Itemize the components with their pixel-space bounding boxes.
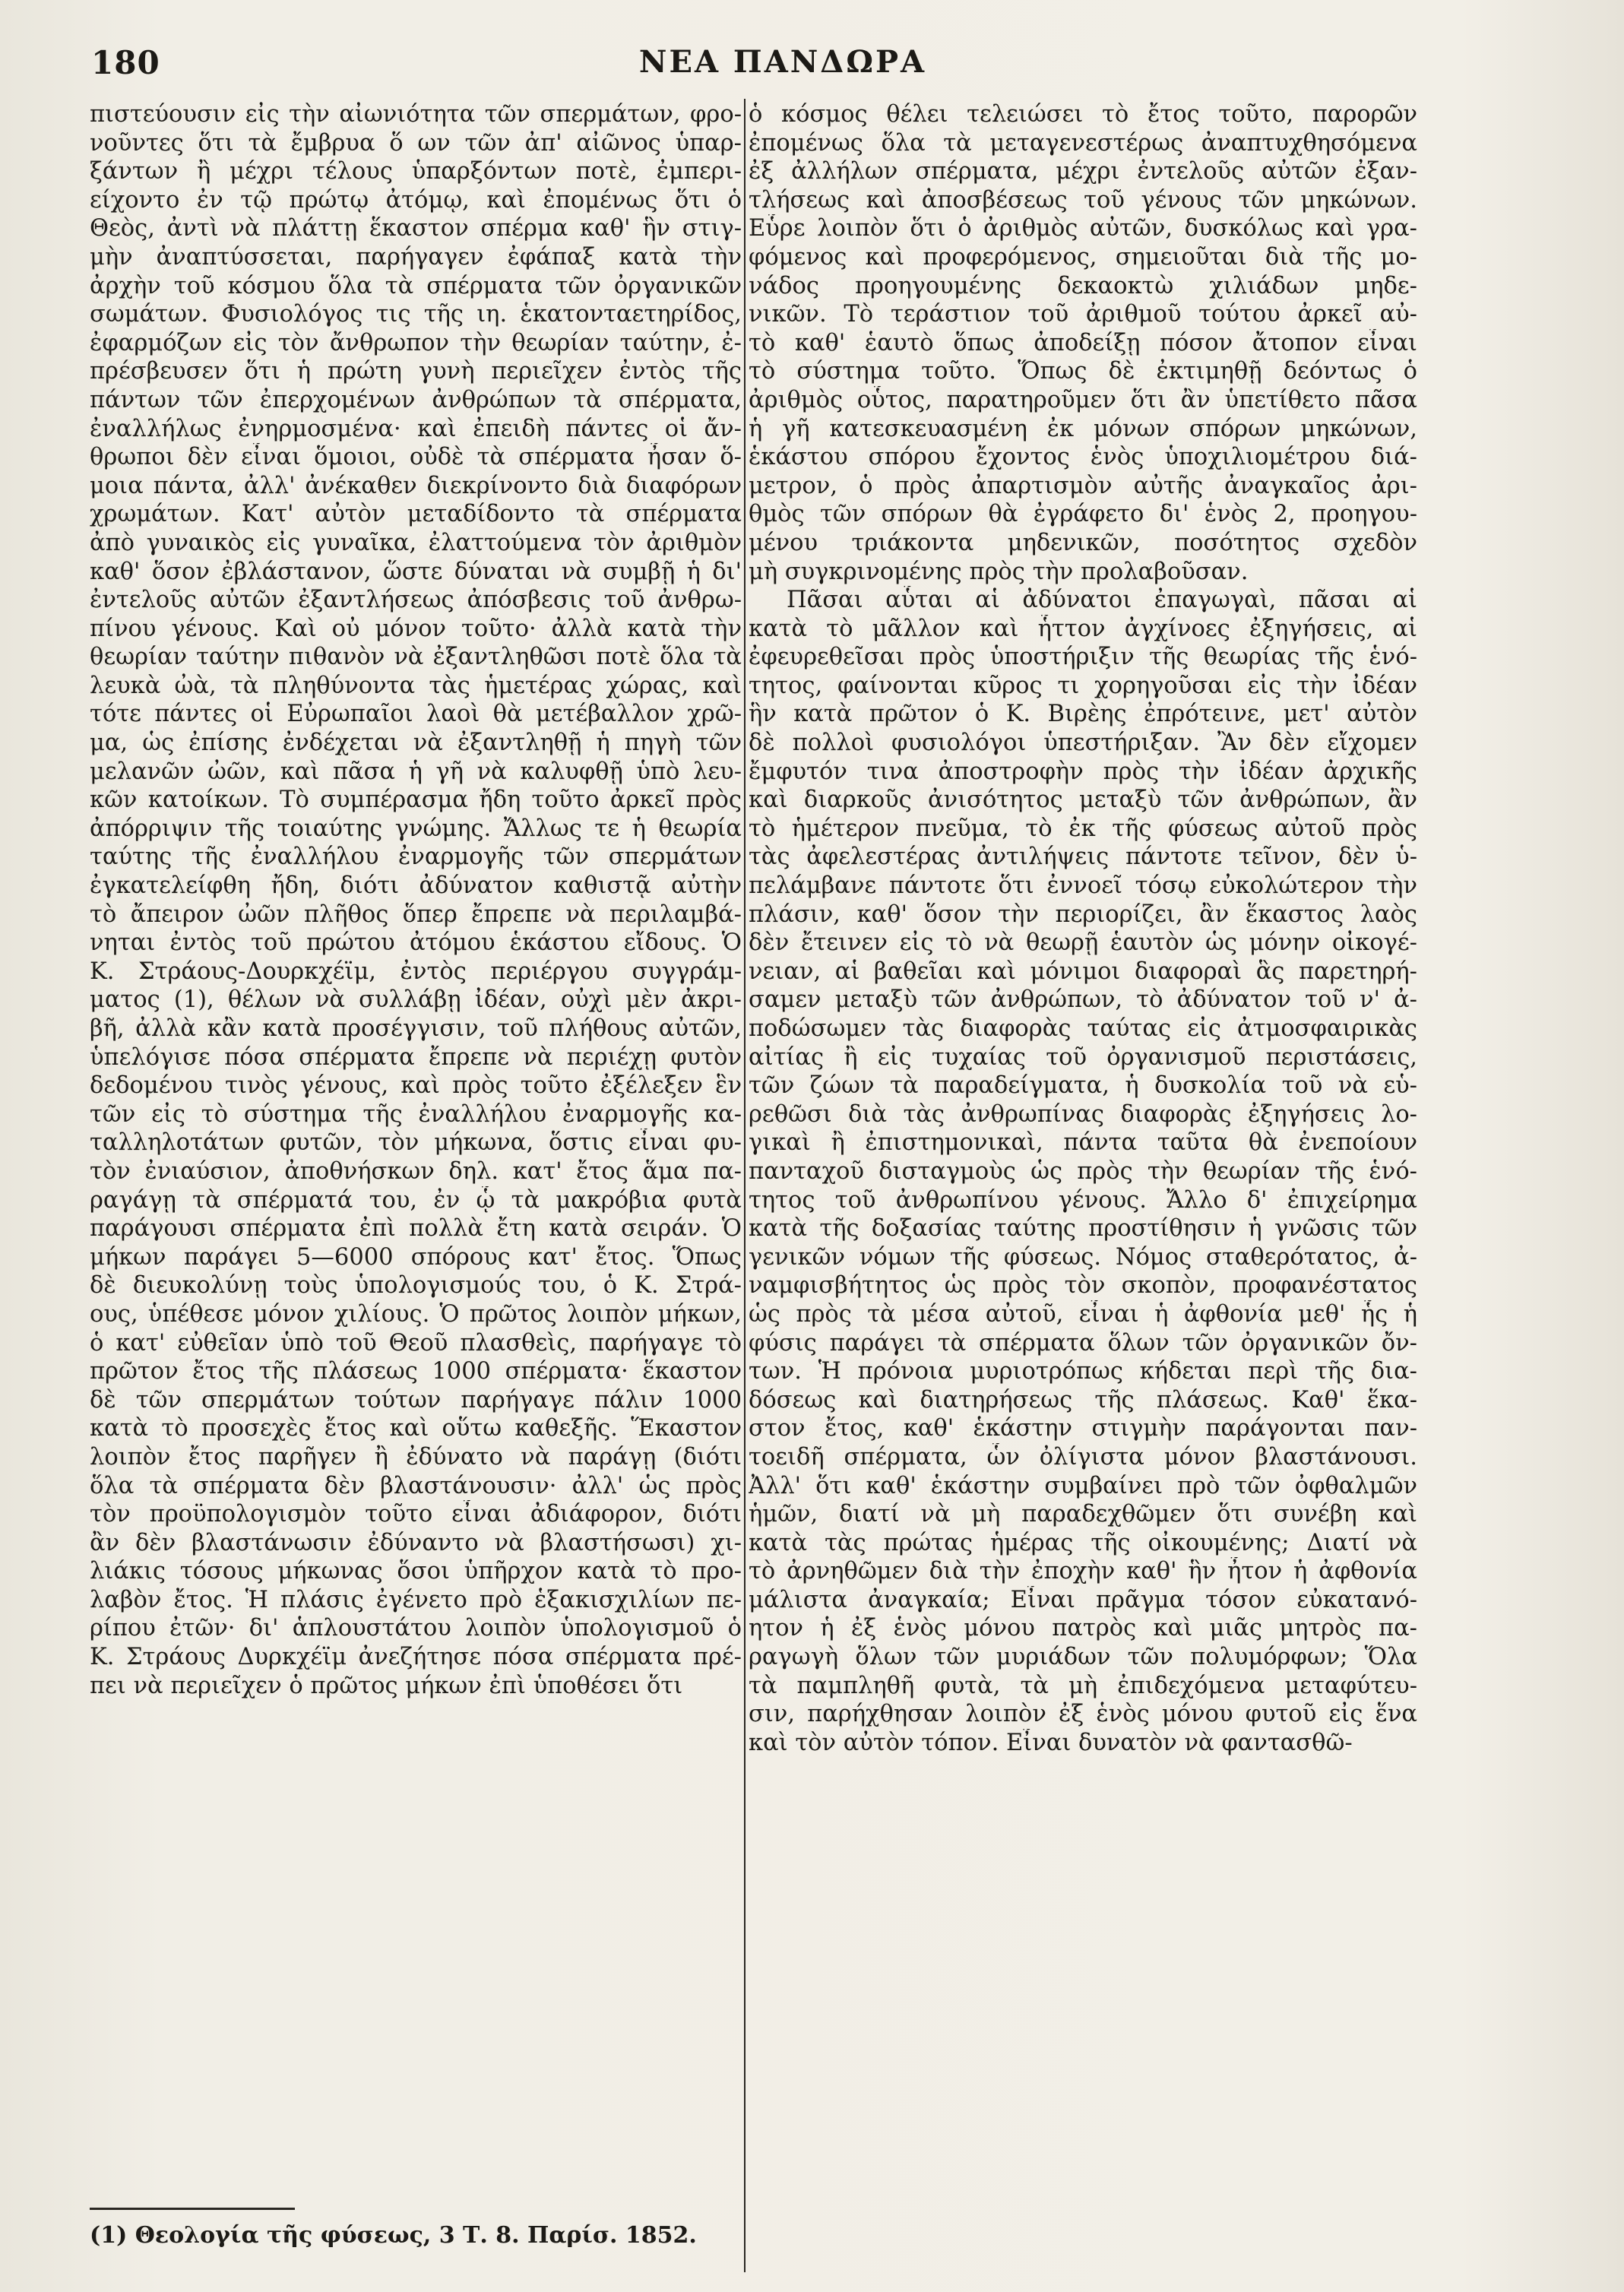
- text-line: λοιπὸν ἔτος παρῆγεν ἢ ἐδύνατο νὰ παράγῃ (διότι: [90, 1443, 742, 1470]
- text-line: παράγουσι σπέρματα ἐπὶ πολλὰ ἔτη κατὰ σειράν. Ὁ: [90, 1215, 742, 1243]
- text-line: καὶ διαρκοῦς ἀνισότητος μεταξὺ τῶν ἀνθρώπων, ἂν: [749, 787, 1417, 814]
- text-line: σαμεν μεταξὺ τῶν ἀνθρώπων, τὸ ἀδύνατον τοῦ ν' ἀ-: [749, 986, 1417, 1014]
- text-line: τότε πάντες οἱ Εὐρωπαῖοι λαοὶ θὰ μετέβαλλον χρῶ-: [90, 701, 742, 728]
- text-line: πάντων τῶν ἐπερχομένων ἀνθρώπων τὰ σπέρματα,: [90, 386, 742, 413]
- text-line: θμὸς τῶν σπόρων θὰ ἐγράφετο δι' ἑνὸς 2, προηγου-: [749, 501, 1417, 528]
- text-line: κῶν κατοίκων. Τὸ συμπέρασμα ἤδη τοῦτο ἀρκεῖ πρὸς: [90, 787, 742, 814]
- text-line: μοια πάντα, ἀλλ' ἀνέκαθεν διεκρίνοντο διὰ διαφόρων: [90, 472, 742, 499]
- text-line: πει νὰ περιεῖχεν ὁ πρῶτος μήκων ἐπὶ ὑποθέσει ὅτι: [90, 1672, 683, 1699]
- text-line: θεωρίαν ταύτην πιθανὸν νὰ ἐξαντληθῶσι ποτὲ ὅλα τὰ: [90, 644, 742, 671]
- text-line: κατὰ τὸ προσεχὲς ἔτος καὶ οὕτω καθεξῆς. Ἕκαστον: [90, 1415, 742, 1442]
- text-line: θρωποι δὲν εἶναι ὅμοιοι, οὐδὲ τὰ σπέρματα ἦσαν ὅ-: [90, 444, 742, 471]
- text-line: λιάκις τόσους μήκωνας ὅσοι ὑπῆρχον κατὰ τὸ προ-: [90, 1558, 742, 1585]
- text-line: ξάντων ἢ μέχρι τέλους ὑπαρξόντων ποτὲ, ἐμπερι-: [90, 158, 742, 185]
- text-line: φόμενος καὶ προφερόμενος, σημειοῦται διὰ τῆς μο-: [749, 243, 1417, 271]
- text-line: ὑπελόγισε πόσα σπέρματα ἔπρεπε νὰ περιέχῃ φυτὸν: [90, 1043, 742, 1071]
- text-line: ους, ὑπέθεσε μόνον χιλίους. Ὁ πρῶτος λοιπὸν μήκων,: [90, 1300, 742, 1328]
- text-line: ἐπομένως ὅλα τὰ μεταγενεστέρως ἀναπτυχθησόμενα: [749, 129, 1417, 157]
- text-line: ἐξ ἀλλήλων σπέρματα, μέχρι ἐντελοῦς αὐτῶν ἐξαν-: [749, 158, 1417, 185]
- text-line: ὡς πρὸς τὰ μέσα αὐτοῦ, εἶναι ἡ ἀφθονία μεθ' ἧς ἡ: [749, 1300, 1417, 1328]
- text-line: μετρον, ὁ πρὸς ἀπαρτισμὸν αὐτῆς ἀναγκαῖος ἀρι-: [749, 472, 1417, 499]
- text-line: Εὗρε λοιπὸν ὅτι ὁ ἀριθμὸς αὐτῶν, δυσκόλως καὶ γρα-: [749, 215, 1417, 242]
- text-line: καὶ τὸν αὐτὸν τόπον. Εἶναι δυνατὸν νὰ φαντασθῶ-: [749, 1729, 1353, 1756]
- text-line: ἀπόρριψιν τῆς τοιαύτης γνώμης. Ἄλλως τε ἡ θεωρία: [90, 815, 742, 842]
- text-line: στον ἔτος, καθ' ἑκάστην στιγμὴν παράγονται παν-: [749, 1415, 1417, 1442]
- text-line: ἀριθμὸς οὗτος, παρατηροῦμεν ὅτι ἂν ὑπετίθετο πᾶσα: [749, 386, 1417, 413]
- text-line: ὁ κόσμος θέλει τελειώσει τὸ ἔτος τοῦτο, παρορῶν: [749, 101, 1417, 128]
- text-line: ραγάγῃ τὰ σπέρματά του, ἐν ᾧ τὰ μακρόβια φυτὰ: [90, 1186, 742, 1214]
- text-line: τὰς ἀφελεστέρας ἀντιλήψεις πάντοτε τεῖνον, δὲν ὑ-: [749, 844, 1417, 871]
- text-line: ρεθῶσι διὰ τὰς ἀνθρωπίνας διαφορὰς ἐξηγήσεις λο-: [749, 1100, 1417, 1128]
- text-line: πλάσιν, καθ' ὅσον τὴν περιορίζει, ἂν ἕκαστος λαὸς: [749, 901, 1417, 928]
- text-line: νικῶν. Τὸ τεράστιον τοῦ ἀριθμοῦ τούτου ἀρκεῖ αὐ-: [749, 301, 1417, 328]
- text-line: ἀπὸ γυναικὸς εἰς γυναῖκα, ἐλαττούμενα τὸν ἀριθμὸν: [90, 529, 742, 556]
- text-line: κατὰ τὸ μᾶλλον καὶ ἧττον ἀγχίνοες ἐξηγήσεις, αἱ: [749, 615, 1417, 642]
- text-line: λαβὸν ἔτος. Ἡ πλάσις ἐγένετο πρὸ ἑξακισχιλίων πε-: [90, 1586, 742, 1613]
- right-column: [749, 100, 1417, 2289]
- text-line: των. Ἡ πρόνοια μυριοτρόπως κήδεται περὶ τῆς δια-: [749, 1358, 1417, 1385]
- text-line: Πᾶσαι αὗται αἱ ἀδύνατοι ἐπαγωγαὶ, πᾶσαι αἱ: [787, 587, 1417, 614]
- text-line: ὁ κατ' εὐθεῖαν ὑπὸ τοῦ Θεοῦ πλασθεὶς, παρήγαγε τὸ: [90, 1329, 742, 1357]
- text-line: καθ' ὅσον ἐβλάστανον, ὥστε δύναται νὰ συμβῇ ἡ δι': [90, 558, 742, 585]
- text-line: δὲν ἔτεινεν εἰς τὸ νὰ θεωρῇ ἑαυτὸν ὡς μόνην οἰκογέ-: [749, 929, 1417, 957]
- text-line: ἐγκατελείφθη ἤδη, διότι ἀδύνατον καθιστᾷ αὐτὴν: [90, 872, 742, 900]
- text-line: φύσις παράγει τὰ σπέρματα ὅλων τῶν ὀργανικῶν ὄν-: [749, 1329, 1417, 1357]
- text-line: τῶν εἰς τὸ σύστημα τῆς ἐναλλήλου ἐναρμογῆς κα-: [90, 1100, 742, 1128]
- text-line: τοειδῆ σπέρματα, ὧν ὀλίγιστα μόνον βλαστάνουσι.: [749, 1443, 1417, 1470]
- text-line: νάδος προηγουμένης δεκαοκτὼ χιλιάδων μηδε-: [749, 272, 1417, 299]
- text-line: τῶν ζώων τὰ παραδείγματα, ἡ δυσκολία τοῦ νὰ εὑ-: [749, 1072, 1417, 1100]
- text-line: τὸ καθ' ἑαυτὸ ὅπως ἀποδείξῃ πόσον ἄτοπον εἶναι: [749, 329, 1417, 356]
- text-line: ἣν κατὰ πρῶτον ὁ Κ. Βιρὲης ἐπρότεινε, μετ' αὐτὸν: [749, 701, 1417, 728]
- text-line: μήκων παράγει 5—6000 σπόρους κατ' ἔτος. Ὅπως: [90, 1243, 742, 1271]
- text-line: πιστεύουσιν εἰς τὴν αἰωνιότητα τῶν σπερμάτων, φρο-: [90, 101, 742, 128]
- text-line: πελάμβανε πάντοτε ὅτι ἐννοεῖ τόσῳ εὐκολώτερον τὴν: [749, 872, 1417, 900]
- text-line: ἡμῶν, διατί νὰ μὴ παραδεχθῶμεν ὅτι συνέβη καὶ: [749, 1501, 1417, 1528]
- text-line: νειαν, αἱ βαθεῖαι καὶ μόνιμοι διαφοραὶ ἃς παρετηρή-: [749, 958, 1417, 985]
- text-line: γικαὶ ἢ ἐπιστημονικαὶ, πάντα ταῦτα θὰ ἐνεποίουν: [749, 1129, 1417, 1157]
- text-line: δόσεως καὶ διατηρήσεως τῆς πλάσεως. Καθ' ἕκα-: [749, 1386, 1417, 1414]
- text-line: τὸ ἡμέτερον πνεῦμα, τὸ ἐκ τῆς φύσεως αὐτοῦ πρὸς: [749, 815, 1417, 842]
- text-line: ματος (1), θέλων νὰ συλλάβῃ ἰδέαν, οὐχὶ μὲν ἀκρι-: [90, 986, 742, 1014]
- text-line: ητον ἡ ἐξ ἑνὸς μόνου πατρὸς καὶ μιᾶς μητρὸς πα-: [749, 1615, 1417, 1642]
- text-line: πανταχοῦ δισταγμοὺς ὡς πρὸς τὴν θεωρίαν τῆς ἑνό-: [749, 1157, 1417, 1185]
- text-line: ναμφισβήτητος ὡς πρὸς τὸν σκοπὸν, προφανέστατος: [749, 1272, 1417, 1300]
- text-line: δεδομένου τινὸς γένους, καὶ πρὸς τοῦτο ἐξέλεξεν ἓν: [90, 1072, 742, 1100]
- text-line: ταύτης τῆς ἐναλλήλου ἐναρμογῆς τῶν σπερμάτων: [90, 844, 742, 871]
- footnote: (1) Θεολογία τῆς φύσεως, 3 Τ. 8. Παρίσ. 1852.: [90, 2222, 697, 2249]
- text-line: ἡ γῆ κατεσκευασμένη ἐκ μόνων σπόρων μηκώνων,: [749, 415, 1417, 442]
- text-line: ἂν δὲν βλαστάνωσιν ἐδύναντο νὰ βλαστήσωσι) χι-: [90, 1529, 742, 1556]
- text-line: ταλληλοτάτων φυτῶν, τὸν μήκωνα, ὅστις εἶναι φυ-: [90, 1129, 742, 1157]
- text-line: ἐναλλήλως ἐνηρμοσμένα· καὶ ἐπειδὴ πάντες οἱ ἄν-: [90, 415, 742, 442]
- text-line: Κ. Στράους-Δουρκχέϊμ, ἐντὸς περιέργου συγγράμ-: [90, 958, 742, 985]
- text-line: μὴ συγκρινομένης πρὸς τὴν προλαβοῦσαν.: [749, 558, 1249, 585]
- text-line: νοῦντες ὅτι τὰ ἔμβρυα ὅ ων τῶν ἀπ' αἰῶνος ὑπαρ-: [90, 129, 742, 157]
- text-line: τὰ παμπληθῆ φυτὰ, τὰ μὴ ἐπιδεχόμενα μεταφύτευ-: [749, 1672, 1417, 1699]
- text-line: δὲ πολλοὶ φυσιολόγοι ὑπεστήριξαν. Ἂν δὲν εἴχομεν: [749, 730, 1417, 757]
- column-divider: [744, 99, 746, 2272]
- page-header: [91, 44, 1474, 90]
- text-line: ἑκάστου σπόρου ἔχοντος ἑνὸς ὑποχιλιομέτρου διά-: [749, 444, 1417, 471]
- text-line: ποδώσωμεν τὰς διαφορὰς ταύτας εἰς ἀτμοσφαιρικὰς: [749, 1015, 1417, 1042]
- left-column: [90, 100, 742, 2289]
- text-line: δὲ διευκολύνῃ τοὺς ὑπολογισμούς του, ὁ Κ. Στρά-: [90, 1272, 742, 1300]
- text-line: τὸν ἐνιαύσιον, ἀποθνήσκων δηλ. κατ' ἔτος ἅμα πα-: [90, 1157, 742, 1185]
- text-line: μάλιστα ἀναγκαία; Εἶναι πρᾶγμα τόσον εὐκατανό-: [749, 1586, 1417, 1613]
- text-line: κατὰ τὰς πρώτας ἡμέρας τῆς οἰκουμένης; Διατί νὰ: [749, 1529, 1417, 1556]
- text-line: σιν, παρήχθησαν λοιπὸν ἐξ ἑνὸς μόνου φυτοῦ εἰς ἕνα: [749, 1701, 1417, 1728]
- text-line: ρίπου ἐτῶν· δι' ἁπλουστάτου λοιπὸν ὑπολογισμοῦ ὁ: [90, 1615, 742, 1642]
- running-head-title: ΝΕΑ ΠΑΝΔΩΡΑ: [638, 44, 927, 80]
- text-line: ραγωγὴ ὅλων τῶν μυριάδων τῶν πολυμόρφων; Ὅλα: [749, 1644, 1417, 1671]
- text-line: βῆ, ἀλλὰ κἂν κατὰ προσέγγισιν, τοῦ πλήθους αὐτῶν,: [90, 1015, 742, 1042]
- text-line: ἀρχὴν τοῦ κόσμου ὅλα τὰ σπέρματα τῶν ὀργανικῶν: [90, 272, 742, 299]
- text-line: ὅλα τὰ σπέρματα δὲν βλαστάνουσιν· ἀλλ' ὡς πρὸς: [90, 1472, 742, 1499]
- text-line: Ἀλλ' ὅτι καθ' ἑκάστην συμβαίνει πρὸ τῶν ὀφθαλμῶν: [749, 1472, 1417, 1499]
- text-line: μα, ὡς ἐπίσης ἐνδέχεται νὰ ἐξαντληθῇ ἡ πηγὴ τῶν: [90, 730, 742, 757]
- text-line: ἐφευρεθεῖσαι πρὸς ὑποστήριξιν τῆς θεωρίας τῆς ἑνό-: [749, 644, 1417, 671]
- text-line: σωμάτων. Φυσιολόγος τις τῆς ιη. ἑκατονταετηρίδος,: [90, 301, 742, 328]
- text-line: πίνου γένους. Καὶ οὐ μόνον τοῦτο· ἀλλὰ κατὰ τὴν: [90, 615, 742, 642]
- text-line: τητος, φαίνονται κῦρος τι χορηγοῦσαι εἰς τὴν ἰδέαν: [749, 672, 1417, 699]
- text-line: τὸν προϋπολογισμὸν τοῦτο εἶναι ἀδιάφορον, διότι: [90, 1501, 742, 1528]
- page-number: 180: [91, 44, 160, 81]
- text-line: αἰτίας ἢ εἰς τυχαίας τοῦ ὀργανισμοῦ περιστάσεις,: [749, 1043, 1417, 1071]
- text-line: ἐφαρμόζων εἰς τὸν ἄνθρωπον τὴν θεωρίαν ταύτην, ἐ-: [90, 329, 742, 356]
- text-line: τλήσεως καὶ ἀποσβέσεως τοῦ γένους τῶν μηκώνων.: [749, 186, 1417, 214]
- text-line: λευκὰ ὠὰ, τὰ πληθύνοντα τὰς ἡμετέρας χώρας, καὶ: [90, 672, 742, 699]
- text-line: ἐντελοῦς αὐτῶν ἐξαντλήσεως ἀπόσβεσις τοῦ ἀνθρω-: [90, 587, 742, 614]
- text-line: μένου τριάκοντα μηδενικῶν, ποσότητος σχεδὸν: [749, 529, 1417, 556]
- footnote-rule: [90, 2208, 295, 2210]
- text-line: τὸ ἀρνηθῶμεν διὰ τὴν ἐποχὴν καθ' ἣν ἦτον ἡ ἀφθονία: [749, 1558, 1417, 1585]
- text-line: ἔμφυτόν τινα ἀποστροφὴν πρὸς τὴν ἰδέαν ἀρχικῆς: [749, 758, 1417, 785]
- text-line: πρῶτον ἔτος τῆς πλάσεως 1000 σπέρματα· ἕκαστον: [90, 1358, 742, 1385]
- text-line: μὴν ἀναπτύσσεται, παρήγαγεν ἐφάπαξ κατὰ τὴν: [90, 243, 742, 271]
- text-line: νηται ἐντὸς τοῦ πρώτου ἀτόμου ἑκάστου εἴδους. Ὁ: [90, 929, 742, 957]
- text-line: χρωμάτων. Κατ' αὐτὸν μεταδίδοντο τὰ σπέρματα: [90, 501, 742, 528]
- text-line: Θεὸς, ἀντὶ νὰ πλάττῃ ἕκαστον σπέρμα καθ' ἣν στιγ-: [90, 215, 742, 242]
- text-line: μελανῶν ὠῶν, καὶ πᾶσα ἡ γῆ νὰ καλυφθῇ ὑπὸ λευ-: [90, 758, 742, 785]
- text-line: δὲ τῶν σπερμάτων τούτων παρήγαγε πάλιν 1000: [90, 1386, 742, 1414]
- text-line: κατὰ τῆς δοξασίας ταύτης προστίθησιν ἡ γνῶσις τῶν: [749, 1215, 1417, 1243]
- text-line: τὸ ἄπειρον ὠῶν πλῆθος ὅπερ ἔπρεπε νὰ περιλαμβά-: [90, 901, 742, 928]
- text-line: Κ. Στράους Δυρκχέϊμ ἀνεζήτησε πόσα σπέρματα πρέ-: [90, 1644, 742, 1671]
- text-line: τὸ σύστημα τοῦτο. Ὅπως δὲ ἐκτιμηθῇ δεόντως ὁ: [749, 358, 1417, 385]
- text-line: τητος τοῦ ἀνθρωπίνου γένους. Ἄλλο δ' ἐπιχείρημα: [749, 1186, 1417, 1214]
- text-line: γενικῶν νόμων τῆς φύσεως. Νόμος σταθερότατος, ἀ-: [749, 1243, 1417, 1271]
- text-line: είχοντο ἐν τῷ πρώτῳ ἀτόμῳ, καὶ ἐπομένως ὅτι ὁ: [90, 186, 742, 214]
- text-line: πρέσβευσεν ὅτι ἡ πρώτη γυνὴ περιεῖχεν ἐντὸς τῆς: [90, 358, 742, 385]
